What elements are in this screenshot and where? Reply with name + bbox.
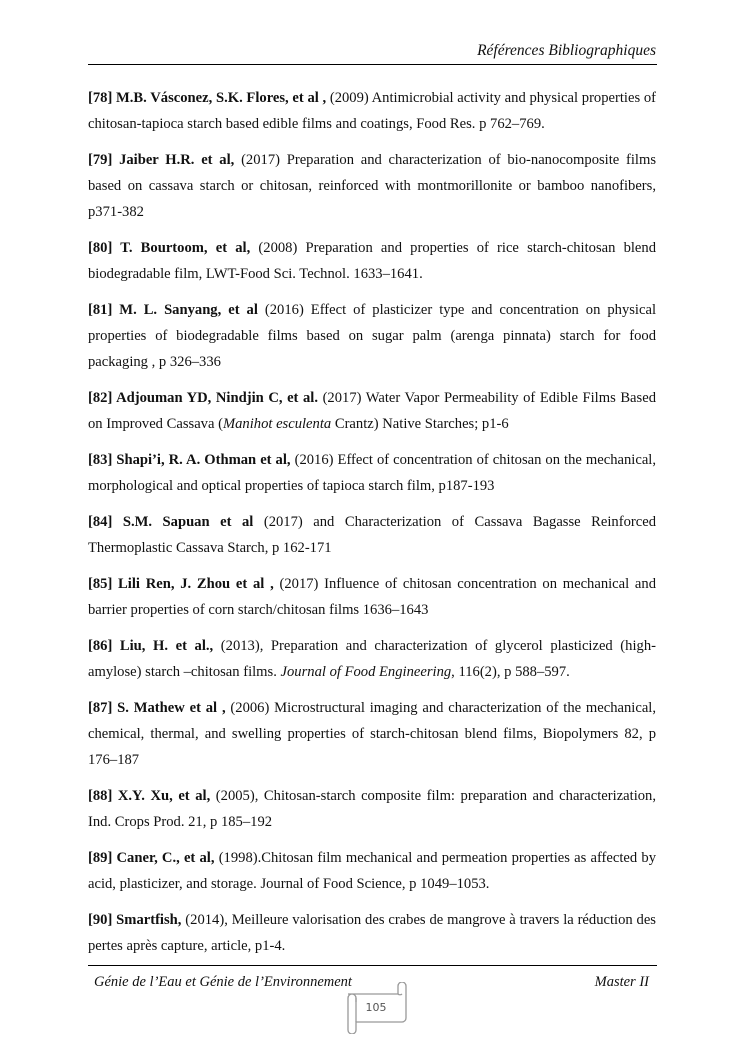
- reference-text: (1998).Chitosan film mechanical and permeation properties as affected by acid, plasticizer, and storage. Journal of Food Science, p 1049–1053.: [88, 850, 656, 892]
- reference-authors: [90] Smartfish,: [88, 912, 186, 928]
- reference-authors: [84] S.M. Sapuan et al: [88, 514, 264, 530]
- reference-authors: [79] Jaiber H.R. et al,: [88, 152, 242, 168]
- reference-entry: [88, 235, 656, 287]
- reference-text: (2008) Preparation and properties of rice starch-chitosan blend biodegradable film, LWT-Food Sci. Technol. 1633–1641.: [88, 240, 656, 282]
- reference-authors: [89] Caner, C., et al,: [88, 850, 219, 866]
- reference-text: (2016) Effect of concentration of chitosan on the mechanical, morphological and optical properties of tapioca starch film, p187-193: [88, 452, 656, 494]
- reference-text: (2017) Influence of chitosan concentration on mechanical and barrier properties of corn starch/chitosan films 1636–1643: [88, 576, 656, 618]
- reference-entry: [88, 85, 656, 137]
- reference-entry: [88, 845, 656, 897]
- reference-entry: [88, 695, 656, 773]
- reference-italic-text: Manihot esculenta: [222, 416, 332, 432]
- reference-text: (2006) Microstructural imaging and characterization of the mechanical, chemical, thermal, and swelling properties of starch-chitosan blend films, Biopolymers 82, p 176–187: [88, 700, 657, 768]
- reference-authors: [80] T. Bourtoom, et al,: [88, 240, 259, 256]
- reference-entry: [88, 509, 656, 561]
- reference-text: (2017) and Characterization of Cassava Bagasse Reinforced Thermoplastic Cassava Starch, p 162-171: [88, 514, 656, 556]
- footer-rule: [88, 965, 657, 966]
- reference-authors: [85] Lili Ren, J. Zhou et al ,: [88, 576, 280, 592]
- reference-entry: [88, 385, 656, 437]
- page-number: 105: [365, 1001, 387, 1014]
- reference-authors: [81] M. L. Sanyang, et al: [88, 302, 265, 318]
- reference-entry: [88, 447, 656, 499]
- reference-authors: [82] Adjouman YD, Nindjin C, et al.: [88, 390, 323, 406]
- reference-text: , 116(2), p 588–597.: [451, 664, 570, 680]
- reference-text: (2009) Antimicrobial activity and physical properties of chitosan-tapioca starch based edible films and coatings, Food Res. p 762–769.: [88, 90, 656, 132]
- reference-text: (2017) Water Vapor Permeability of Edible Films Based on Improved Cassava (: [88, 390, 656, 432]
- reference-authors: [87] S. Mathew et al ,: [88, 700, 231, 716]
- running-header: Références Bibliographiques: [477, 42, 656, 59]
- reference-authors: [88] X.Y. Xu, et al,: [88, 788, 216, 804]
- reference-authors: [86] Liu, H. et al.,: [88, 638, 221, 654]
- reference-list: [88, 85, 656, 969]
- reference-text: Crantz) Native Starches; p1-6: [331, 416, 509, 432]
- reference-entry: [88, 147, 656, 225]
- reference-italic-text: Journal of Food Engineering: [280, 664, 452, 680]
- footer-program: Génie de l’Eau et Génie de l’Environnement: [94, 974, 352, 990]
- reference-text: (2005), Chitosan-starch composite film: preparation and characterization, Ind. Crops Prod. 21, p 185–192: [88, 788, 657, 830]
- reference-text: (2016) Effect of plasticizer type and concentration on physical properties of biodegradable films based on sugar palm (arenga pinnata) starch for food packaging , p 326–336: [88, 302, 656, 370]
- reference-text: (2017) Preparation and characterization of bio-nanocomposite films based on cassava starch or chitosan, reinforced with montmorillonite or bamboo nanofibers, p371-382: [88, 152, 657, 220]
- reference-authors: [83] Shapi’i, R. A. Othman et al,: [88, 452, 295, 468]
- reference-authors: [78] M.B. Vásconez, S.K. Flores, et al ,: [88, 90, 330, 106]
- reference-entry: [88, 297, 656, 375]
- reference-text: (2013), Preparation and characterization of glycerol plasticized (high-amylose) starch –chitosan films.: [88, 638, 656, 680]
- reference-entry: [88, 633, 656, 685]
- footer-degree: Master II: [594, 974, 649, 990]
- reference-entry: [88, 907, 656, 959]
- reference-text: (2014), Meilleure valorisation des crabes de mangrove à travers la réduction des pertes après capture, article, p1-4.: [88, 912, 656, 954]
- header-rule: [88, 64, 657, 65]
- reference-entry: [88, 783, 656, 835]
- reference-entry: [88, 571, 656, 623]
